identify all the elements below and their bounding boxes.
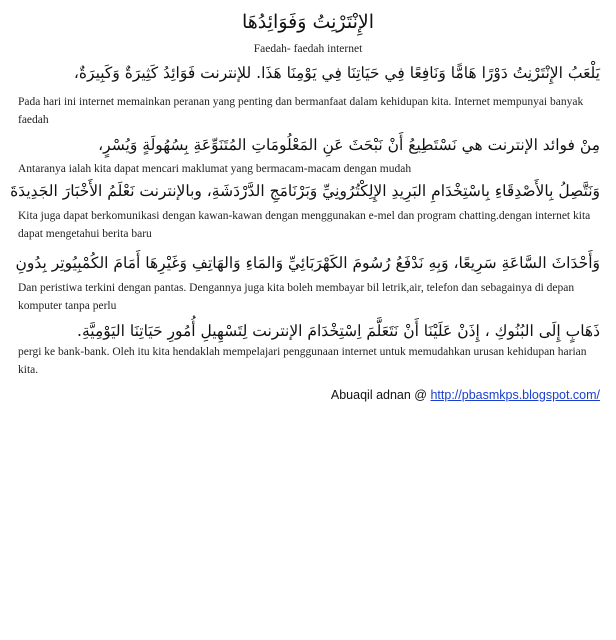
paragraph-2-arabic: مِنْ فوائد الإنترنت هي نَسْتَطِيعُ أَنْ نَبْحَثَ عَنِ المَعْلُومَاتِ المُتَنَوِّعَةِ بِسُهُولَةٍ وَيُسْرٍ، <box>98 136 600 154</box>
paragraph-4-latin: Dan peristiwa terkini dengan pantas. Dengannya juga kita boleh membayar bil letrik,air, telefon dan sebagainya di depan komputer tanpa perlu <box>18 282 575 312</box>
title-arabic: الإِنْتَرْنِتُ وَفَوَائِدُهَا <box>241 11 375 33</box>
paragraph-5-latin: pergi ke bank-bank. Oleh itu kita hendaklah mempelajari penggunaan internet untuk memudahkan urusan kehidupan harian kita. <box>18 346 587 376</box>
paragraph-3-arabic: وَنَتَّصِلُ بِالأَصْدِقَاءِ بِاسْتِخْدَامِ البَرِيدِ الإِلِكْتُرُونِيِّ وَبَرْنَامَجِ الدَّرْدَشَةِ، وبالإنترنت نَعْلَمُ الأَخْبَارَ الجَدِيدَةَ <box>10 182 600 200</box>
credit-author: Abuaqil adnan @ <box>330 388 427 402</box>
paragraph-2-latin: Antaranya ialah kita dapat mencari maklumat yang bermacam-macam dengan mudah <box>18 163 412 175</box>
paragraph-1-latin: Pada hari ini internet memainkan peranan yang penting dan bermanfaat dalam kehidupan kita. Internet mempunyai banyak faedah <box>18 96 584 126</box>
blog-link[interactable]: http://pbasmkps.blogspot.com/ <box>430 388 600 402</box>
paragraph-3-latin: Kita juga dapat berkomunikasi dengan kawan-kawan dengan menggunakan e-mel dan program chatting.dengan internet kita dapat mengetahui berita baru <box>18 210 591 240</box>
title-latin: Faedah- faedah internet <box>253 43 363 55</box>
paragraph-1-arabic: يَلْعَبُ الإِنْتَرْنِتُ دَوْرًا هَامًّا وَنَافِعًا فِي حَيَاتِنَا فِي يَوْمِنَا هَذَا. للإنترنت فَوَائِدُ كَثِيرَةٌ وَكَبِيرَةٌ، <box>73 64 600 82</box>
paragraph-4-arabic: وَأَحْدَاثَ السَّاعَةِ سَرِيعًا، وَبِهِ نَدْفَعُ رُسُومَ الكَهْرَبَائِيِّ وَالمَاءِ وَالهَاتِفِ وَغَيْرِهَا أَمَامَ الكُمْبِيُوتِر بِدُونِ <box>15 254 600 272</box>
paragraph-5-arabic: ذَهَابٍ إِلَى البُنُوكِ ، إِذَنْ عَلَيْنَا أَنْ نَتَعَلَّمَ اِسْتِخْدَامَ الإنترنت لِتَسْهِيلِ أُمُورِ حَيَاتِنَا اليَوْمِيَّةِ. <box>77 322 600 340</box>
credit-line <box>331 386 600 404</box>
